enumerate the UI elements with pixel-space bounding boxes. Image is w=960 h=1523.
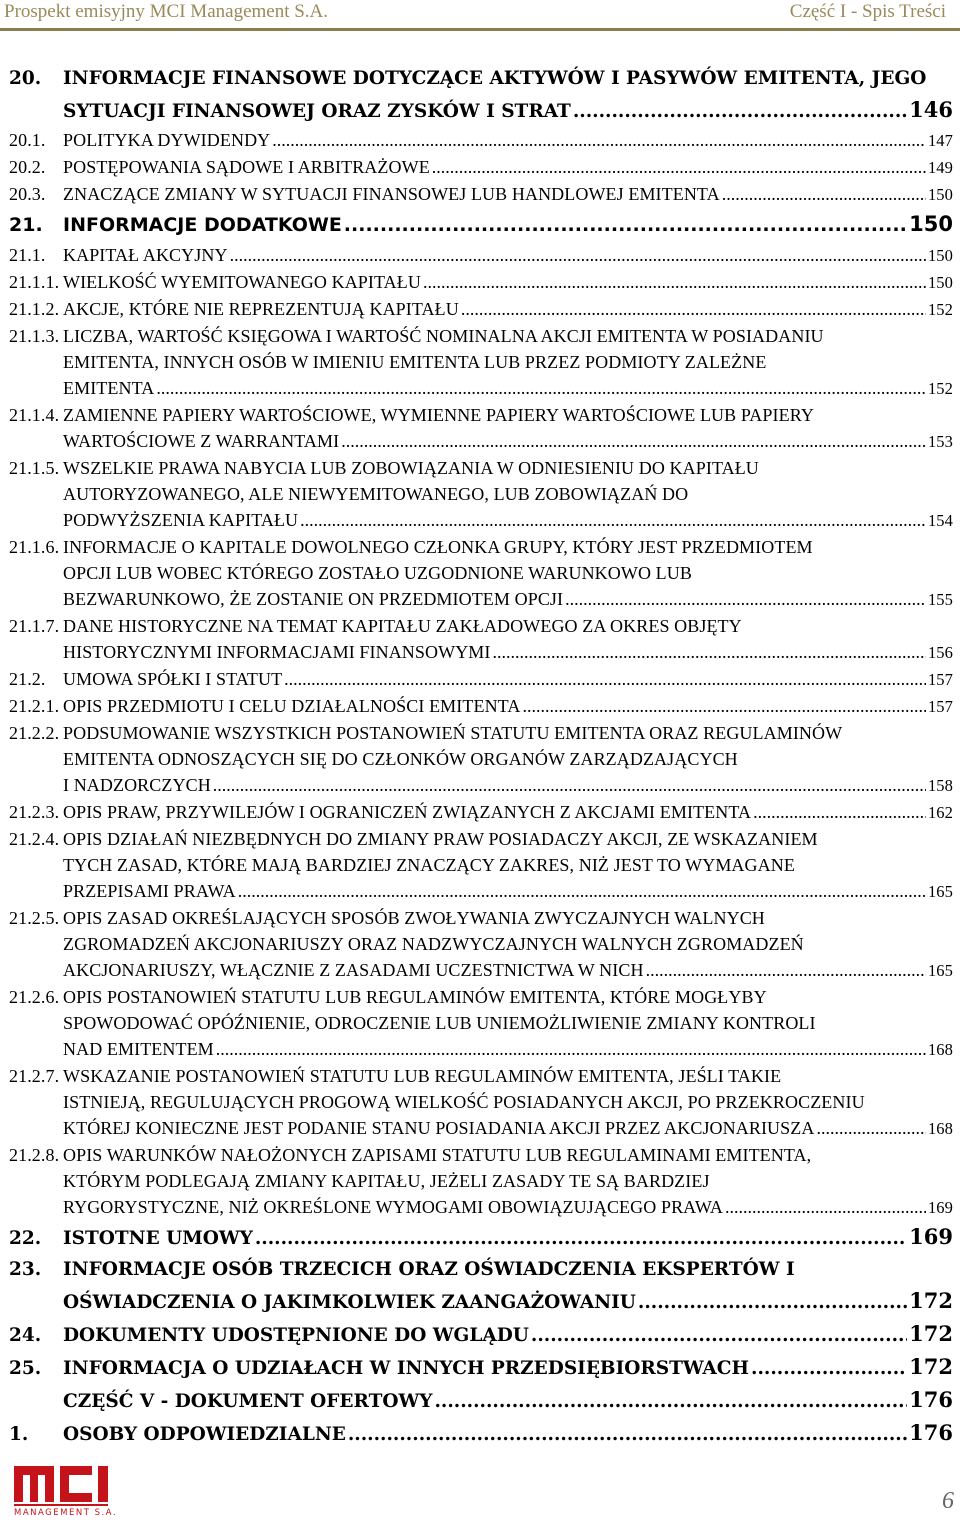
toc-entry-title: INFORMACJA O UDZIAŁACH W INNYCH PRZEDSIĘBIORSTWACH (63, 1358, 749, 1379)
toc-dot-leader (751, 1353, 907, 1384)
toc-dot-leader (423, 269, 926, 295)
toc-dot-leader (341, 428, 926, 454)
toc-entry[interactable] (9, 1142, 953, 1221)
toc-entry-title: ZGROMADZEŃ AKCJONARIUSZY ORAZ NADZWYCZAJNYCH WALNYCH ZGROMADZEŃ (63, 934, 804, 954)
toc-entry-title: OPIS PRAW, PRZYWILEJÓW I OGRANICZEŃ ZWIĄZANYCH Z AKCJAMI EMITENTA (63, 802, 752, 822)
toc-entry[interactable] (9, 63, 953, 127)
toc-entry[interactable] (9, 1063, 953, 1142)
toc-entry[interactable] (9, 181, 953, 208)
toc-dot-leader (461, 296, 926, 322)
toc-entry[interactable] (9, 613, 953, 666)
toc-entry[interactable] (9, 1417, 953, 1450)
toc-entry[interactable] (9, 1384, 953, 1417)
toc-page-number: 172 (909, 1288, 953, 1313)
toc-page-number: 169 (927, 1198, 953, 1217)
toc-entry-title: WSZELKIE PRAWA NABYCIA LUB ZOBOWIĄZANIA W ODNIESIENIU DO KAPITAŁU (63, 458, 759, 478)
toc-entry-title: EMITENTA (63, 378, 155, 398)
svg-text:MANAGEMENT S.A.: MANAGEMENT S.A. (14, 1508, 118, 1518)
toc-dot-leader (493, 639, 926, 665)
toc-page-number: 152 (927, 379, 953, 398)
toc-dot-leader (230, 242, 926, 268)
toc-entry-title: OŚWIADCZENIA O JAKIMKOLWIEK ZAANGAŻOWANIU (63, 1292, 636, 1313)
toc-page-number: 150 (909, 212, 953, 236)
toc-entry-title: ZAMIENNE PAPIERY WARTOŚCIOWE, WYMIENNE PAPIERY WARTOŚCIOWE LUB PAPIERY (63, 405, 814, 425)
toc-entry-title: PODSUMOWANIE WSZYSTKICH POSTANOWIEŃ STATUTU EMITENTA ORAZ REGULAMINÓW (63, 723, 843, 743)
toc-dot-leader (432, 154, 926, 180)
toc-entry[interactable] (9, 296, 953, 323)
toc-entry-title: CZĘŚĆ V - DOKUMENT OFERTOWY (63, 1391, 433, 1412)
toc-entry-number: 21.1.3. (9, 326, 60, 346)
toc-entry-number: 21.2.1. (9, 696, 60, 716)
toc-dot-leader (722, 181, 926, 207)
toc-entry-title: INFORMACJE FINANSOWE DOTYCZĄCE AKTYWÓW I PASYWÓW EMITENTA, JEGO (63, 68, 927, 89)
toc-entry-title: BEZWARUNKOWO, ŻE ZOSTANIE ON PRZEDMIOTEM OPCJI (63, 589, 564, 609)
toc-entry-title: INFORMACJE OSÓB TRZECICH ORAZ OŚWIADCZENIA EKSPERTÓW I (63, 1259, 795, 1280)
toc-entry-number: 20.3. (9, 184, 46, 204)
toc-entry-title: INFORMACJE O KAPITALE DOWOLNEGO CZŁONKA GRUPY, KTÓRY JEST PRZEDMIOTEM (63, 537, 813, 557)
toc-entry-number: 21. (9, 214, 43, 236)
toc-entry-number: 21.1.2. (9, 299, 60, 319)
toc-dot-leader (300, 507, 926, 533)
toc-entry-title: POSTĘPOWANIA SĄDOWE I ARBITRAŻOWE (63, 157, 430, 177)
toc-entry[interactable] (9, 242, 953, 269)
toc-entry-title: I NADZORCZYCH (63, 775, 211, 795)
toc-page-number: 155 (927, 590, 953, 609)
toc-entry-title: WARTOŚCIOWE Z WARRANTAMI (63, 431, 340, 451)
toc-entry-number: 21.2.2. (9, 723, 60, 743)
toc-entry[interactable] (9, 666, 953, 693)
toc-page-number: 150 (927, 273, 953, 292)
toc-dot-leader (646, 957, 926, 983)
toc-entry-title: OPIS ZASAD OKREŚLAJĄCYCH SPOSÓB ZWOŁYWANIA ZWYCZAJNYCH WALNYCH (63, 908, 765, 928)
header-document-title: Prospekt emisyjny MCI Management S.A. (4, 1, 329, 22)
toc-entry[interactable] (9, 455, 953, 534)
toc-dot-leader (156, 375, 926, 401)
toc-entry[interactable] (9, 1221, 953, 1254)
toc-entry-title: EMITENTA, INNYCH OSÓB W IMIENIU EMITENTA LUB PRZEZ PODMIOTY ZALEŻNE (63, 352, 767, 372)
toc-entry-number: 25. (9, 1358, 42, 1379)
toc-entry-number: 21.2.8. (9, 1145, 60, 1165)
toc-entry-title: DANE HISTORYCZNE NA TEMAT KAPITAŁU ZAKŁADOWEGO ZA OKRES OBJĘTY (63, 616, 742, 636)
toc-entry-title: INFORMACJE DODATKOWE (63, 214, 342, 236)
toc-entry[interactable] (9, 693, 953, 720)
toc-entry-title: DOKUMENTY UDOSTĘPNIONE DO WGLĄDU (63, 1325, 529, 1346)
toc-dot-leader (753, 799, 926, 825)
toc-entry-title: OSOBY ODPOWIEDZIALNE (63, 1424, 346, 1445)
toc-page-number: 165 (927, 961, 953, 980)
toc-dot-leader (255, 1223, 907, 1254)
toc-entry-number: 21.1.7. (9, 616, 60, 636)
header-rule (0, 28, 960, 31)
toc-entry-title: NAD EMITENTEM (63, 1039, 214, 1059)
toc-entry-title: KTÓREJ KONIECZNE JEST PODANIE STANU POSIADANIA AKCJI PRZEZ AKCJONARIUSZA (63, 1118, 815, 1138)
toc-page-number: 150 (927, 246, 953, 265)
toc-entry-title: OPCJI LUB WOBEC KTÓREGO ZOSTAŁO UZGODNIONE WARUNKOWO LUB (63, 563, 692, 583)
toc-entry-title: AKCJONARIUSZY, WŁĄCZNIE Z ZASADAMI UCZESTNICTWA W NICH (63, 960, 644, 980)
toc-page-number: 146 (909, 97, 953, 122)
table-of-contents (9, 63, 953, 1450)
toc-entry-title: KTÓRYM PODLEGAJĄ ZMIANY KAPITAŁU, JEŻELI ZASADY TE SĄ BARDZIEJ (63, 1171, 710, 1191)
toc-entry[interactable] (9, 1318, 953, 1351)
toc-entry-title: ISTNIEJĄ, REGULUJĄCYCH PROGOWĄ WIELKOŚĆ POSIADANYCH AKCJI, PO PRZEKROCZENIU (63, 1092, 865, 1112)
toc-entry[interactable] (9, 127, 953, 154)
toc-page-number: 168 (927, 1040, 953, 1059)
toc-entry[interactable] (9, 154, 953, 181)
toc-page-number: 152 (927, 300, 953, 319)
toc-page-number: 165 (927, 882, 953, 901)
toc-page-number: 172 (909, 1321, 953, 1346)
toc-entry-number: 1. (9, 1424, 29, 1445)
toc-entry[interactable] (9, 208, 953, 242)
toc-page-number: 172 (909, 1354, 953, 1379)
toc-page-number: 157 (927, 697, 953, 716)
mci-logo (14, 1462, 134, 1518)
toc-entry-number: 21.1. (9, 245, 46, 265)
toc-entry-title: KAPITAŁ AKCYJNY (63, 245, 228, 265)
toc-page-number: 176 (909, 1420, 953, 1445)
toc-page-number: 153 (927, 432, 953, 451)
toc-page-number: 168 (927, 1119, 953, 1138)
toc-entry-number: 21.2.5. (9, 908, 60, 928)
toc-page-number: 158 (927, 776, 953, 795)
toc-entry-title: WSKAZANIE POSTANOWIEŃ STATUTU LUB REGULAMINÓW EMITENTA, JEŚLI TAKIE (63, 1066, 782, 1086)
toc-entry[interactable] (9, 534, 953, 613)
toc-entry-title: SYTUACJI FINANSOWEJ ORAZ ZYSKÓW I STRAT (63, 101, 571, 122)
page-number: 6 (942, 1488, 954, 1514)
toc-dot-leader (344, 209, 907, 242)
toc-dot-leader (573, 96, 907, 127)
toc-page-number: 147 (927, 131, 953, 150)
toc-entry-number: 21.2.4. (9, 829, 60, 849)
toc-entry-number: 20.2. (9, 157, 46, 177)
toc-entry-title: LICZBA, WARTOŚĆ KSIĘGOWA I WARTOŚĆ NOMINALNA AKCJI EMITENTA W POSIADANIU (63, 326, 824, 346)
toc-entry[interactable] (9, 720, 953, 799)
header-section-title: Część I - Spis Treści (789, 1, 946, 22)
toc-page-number: 150 (927, 185, 953, 204)
toc-entry-number: 23. (9, 1259, 42, 1280)
toc-entry-title: AUTORYZOWANEGO, ALE NIEWYEMITOWANEGO, LUB ZOBOWIĄZAŃ DO (63, 484, 689, 504)
toc-entry-number: 22. (9, 1228, 42, 1249)
toc-entry-title: SPOWODOWAĆ OPÓŹNIENIE, ODROCZENIE LUB UNIEMOŻLIWIENIE ZMIANY KONTROLI (63, 1013, 816, 1033)
toc-entry[interactable] (9, 1254, 953, 1318)
toc-entry-number: 21.1.1. (9, 272, 60, 292)
toc-entry-number: 21.1.4. (9, 405, 60, 425)
toc-entry-number: 21.2.6. (9, 987, 60, 1007)
toc-entry-title: WIELKOŚĆ WYEMITOWANEGO KAPITAŁU (63, 272, 421, 292)
toc-entry-title: ZNACZĄCE ZMIANY W SYTUACJI FINANSOWEJ LUB HANDLOWEJ EMITENTA (63, 184, 720, 204)
toc-entry[interactable] (9, 269, 953, 296)
toc-entry[interactable] (9, 799, 953, 826)
toc-entry-title: HISTORYCZNYMI INFORMACJAMI FINANSOWYMI (63, 642, 491, 662)
toc-entry[interactable] (9, 984, 953, 1063)
toc-page-number: 162 (927, 803, 953, 822)
toc-entry-title: OPIS POSTANOWIEŃ STATUTU LUB REGULAMINÓW EMITENTA, KTÓRE MOGŁYBY (63, 987, 767, 1007)
toc-page-number: 154 (927, 511, 953, 530)
toc-entry-title: OPIS WARUNKÓW NAŁOŻONYCH ZAPISAMI STATUTU LUB REGULAMINAMI EMITENTA, (63, 1145, 812, 1165)
toc-entry-title: TYCH ZASAD, KTÓRE MAJĄ BARDZIEJ ZNACZĄCY ZAKRES, NIŻ JEST TO WYMAGANE (63, 855, 795, 875)
page-header (0, 0, 960, 32)
toc-page-number: 176 (909, 1387, 953, 1412)
toc-dot-leader (725, 1194, 926, 1220)
toc-dot-leader (816, 1115, 925, 1141)
toc-entry-number: 21.2.7. (9, 1066, 60, 1086)
toc-entry-number: 21.1.6. (9, 537, 60, 557)
toc-dot-leader (638, 1287, 907, 1318)
toc-entry-title: AKCJE, KTÓRE NIE REPREZENTUJĄ KAPITAŁU (63, 299, 459, 319)
toc-dot-leader (565, 586, 926, 612)
toc-entry-title: POLITYKA DYWIDENDY (63, 130, 271, 150)
toc-dot-leader (348, 1419, 907, 1450)
toc-entry-number: 20.1. (9, 130, 46, 150)
toc-entry-number: 20. (9, 68, 42, 89)
toc-entry-title: EMITENTA ODNOSZĄCYCH SIĘ DO CZŁONKÓW ORGANÓW ZARZĄDZAJĄCYCH (63, 749, 738, 769)
toc-page-number: 156 (927, 643, 953, 662)
toc-dot-leader (531, 1320, 907, 1351)
toc-dot-leader (213, 772, 926, 798)
toc-entry[interactable] (9, 826, 953, 905)
toc-entry-number: 21.2.3. (9, 802, 60, 822)
toc-dot-leader (284, 666, 926, 692)
toc-entry-title: OPIS DZIAŁAŃ NIEZBĘDNYCH DO ZMIANY PRAW POSIADACZY AKCJI, ZE WSKAZANIEM (63, 829, 818, 849)
toc-page-number: 157 (927, 670, 953, 689)
toc-entry-number: 21.1.5. (9, 458, 60, 478)
toc-entry[interactable] (9, 402, 953, 455)
toc-dot-leader (216, 1036, 926, 1062)
toc-entry-title: ISTOTNE UMOWY (63, 1228, 253, 1249)
toc-dot-leader (434, 1386, 907, 1417)
toc-dot-leader (238, 878, 926, 904)
toc-entry-title: RYGORYSTYCZNE, NIŻ OKREŚLONE WYMOGAMI OBOWIĄZUJĄCEGO PRAWA (63, 1197, 724, 1217)
toc-entry[interactable] (9, 323, 953, 402)
toc-entry-title: PRZEPISAMI PRAWA (63, 881, 236, 901)
toc-dot-leader (272, 127, 926, 153)
toc-entry-number: 24. (9, 1325, 42, 1346)
toc-entry-title: OPIS PRZEDMIOTU I CELU DZIAŁALNOŚCI EMITENTA (63, 696, 521, 716)
toc-entry[interactable] (9, 905, 953, 984)
toc-entry-title: PODWYŻSZENIA KAPITAŁU (63, 510, 299, 530)
toc-entry-number: 21.2. (9, 669, 46, 689)
toc-page-number: 169 (909, 1224, 953, 1249)
toc-entry-title: UMOWA SPÓŁKI I STATUT (63, 669, 283, 689)
toc-entry[interactable] (9, 1351, 953, 1384)
toc-page-number: 149 (927, 158, 953, 177)
toc-dot-leader (522, 693, 926, 719)
